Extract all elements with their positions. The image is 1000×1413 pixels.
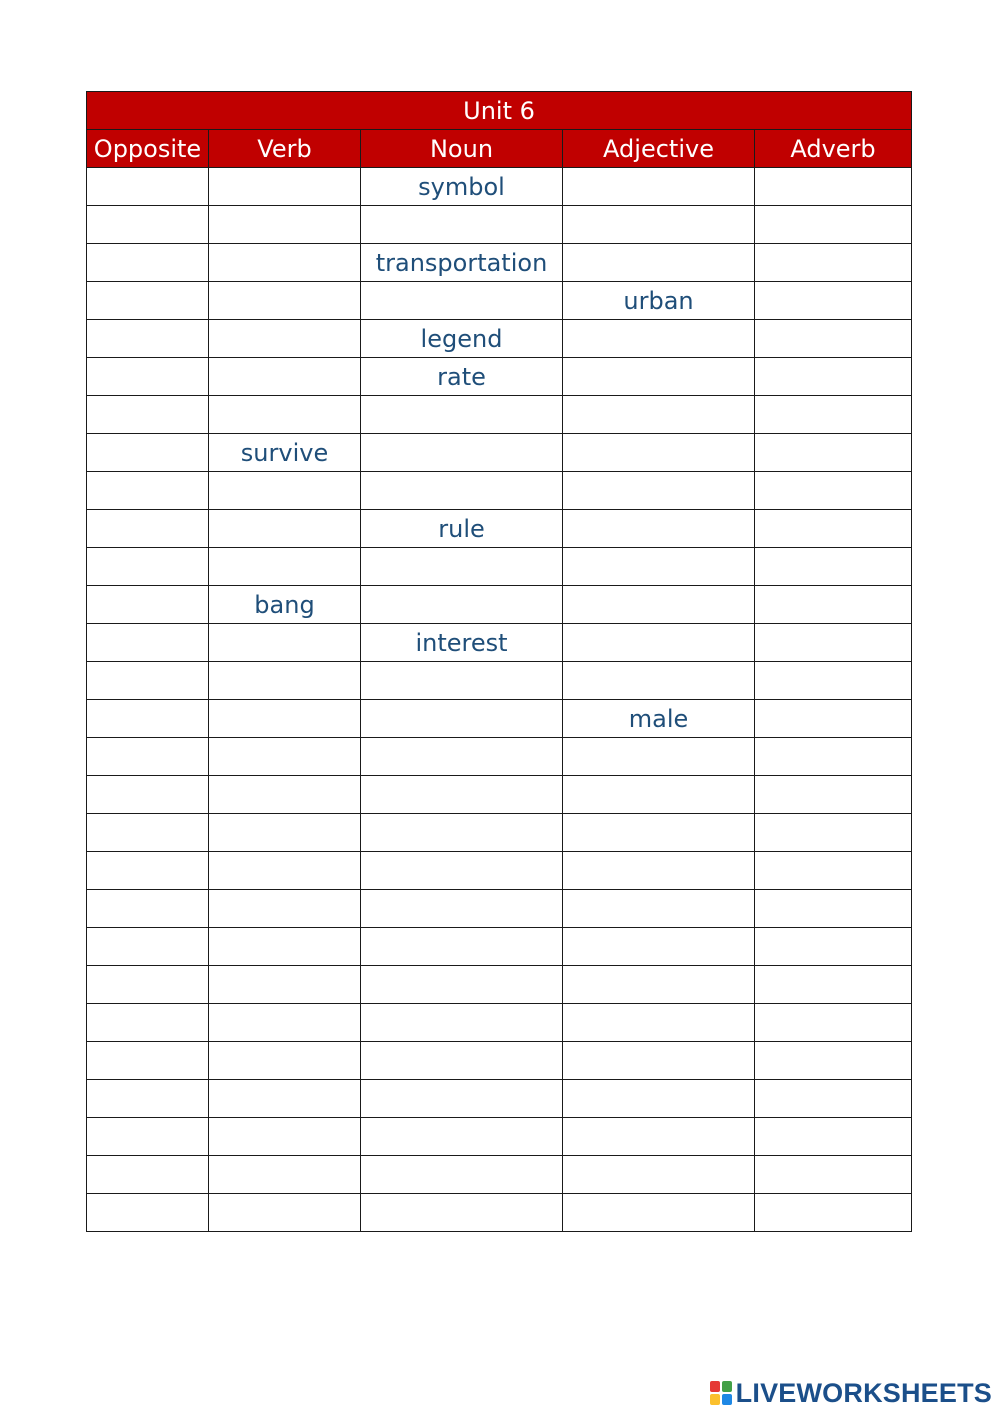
- table-row: [87, 586, 912, 624]
- cell-noun[interactable]: [361, 472, 563, 510]
- cell-opposite[interactable]: [87, 1004, 209, 1042]
- cell-adjective[interactable]: [563, 548, 755, 586]
- cell-adverb[interactable]: [755, 1042, 912, 1080]
- cell-adjective[interactable]: [563, 776, 755, 814]
- cell-opposite[interactable]: [87, 928, 209, 966]
- vocabulary-table: [86, 91, 912, 1232]
- logo-text: LIVEWORKSHEETS: [735, 1377, 992, 1408]
- cell-opposite[interactable]: [87, 282, 209, 320]
- table-row: [87, 168, 912, 206]
- cell-adjective[interactable]: [563, 320, 755, 358]
- table-row: [87, 510, 912, 548]
- cell-adverb[interactable]: [755, 1194, 912, 1232]
- cell-adverb[interactable]: [755, 662, 912, 700]
- cell-adverb[interactable]: [755, 396, 912, 434]
- cell-verb[interactable]: [209, 1118, 361, 1156]
- cell-adverb[interactable]: [755, 814, 912, 852]
- cell-adjective[interactable]: [563, 396, 755, 434]
- cell-opposite[interactable]: [87, 1194, 209, 1232]
- table-row: [87, 624, 912, 662]
- cell-verb[interactable]: [209, 738, 361, 776]
- cell-adjective[interactable]: [563, 586, 755, 624]
- cell-verb[interactable]: [209, 282, 361, 320]
- table-row: [87, 472, 912, 510]
- cell-noun[interactable]: [361, 206, 563, 244]
- cell-noun[interactable]: [361, 586, 563, 624]
- column-header-opposite: Opposite: [87, 130, 209, 168]
- cell-adverb[interactable]: [755, 320, 912, 358]
- cell-adverb[interactable]: [755, 282, 912, 320]
- cell-noun[interactable]: [361, 738, 563, 776]
- cell-verb[interactable]: [209, 852, 361, 890]
- logo-mark-icon: [710, 1381, 732, 1405]
- cell-opposite[interactable]: [87, 396, 209, 434]
- cell-verb[interactable]: [209, 890, 361, 928]
- table-row: [87, 1118, 912, 1156]
- table-row: [87, 662, 912, 700]
- cell-noun: transportation: [361, 244, 563, 282]
- cell-adverb[interactable]: [755, 168, 912, 206]
- cell-adjective[interactable]: [563, 472, 755, 510]
- cell-adverb[interactable]: [755, 890, 912, 928]
- cell-noun[interactable]: [361, 1118, 563, 1156]
- cell-adverb[interactable]: [755, 1156, 912, 1194]
- cell-opposite[interactable]: [87, 966, 209, 1004]
- cell-adverb[interactable]: [755, 244, 912, 282]
- cell-opposite[interactable]: [87, 586, 209, 624]
- table-row: [87, 928, 912, 966]
- cell-adverb[interactable]: [755, 624, 912, 662]
- table-row: [87, 966, 912, 1004]
- table-row: [87, 1004, 912, 1042]
- cell-verb[interactable]: [209, 700, 361, 738]
- cell-noun[interactable]: [361, 662, 563, 700]
- table-row: [87, 890, 912, 928]
- cell-opposite[interactable]: [87, 548, 209, 586]
- cell-adverb[interactable]: [755, 548, 912, 586]
- table-row: [87, 1194, 912, 1232]
- table-row: [87, 1042, 912, 1080]
- cell-opposite[interactable]: [87, 852, 209, 890]
- cell-adjective[interactable]: [563, 1080, 755, 1118]
- cell-verb[interactable]: [209, 358, 361, 396]
- cell-noun[interactable]: [361, 890, 563, 928]
- cell-adverb[interactable]: [755, 510, 912, 548]
- cell-opposite[interactable]: [87, 510, 209, 548]
- cell-opposite[interactable]: [87, 1080, 209, 1118]
- table-row: [87, 244, 912, 282]
- table-row: [87, 852, 912, 890]
- cell-noun[interactable]: [361, 434, 563, 472]
- cell-verb[interactable]: [209, 814, 361, 852]
- cell-adverb[interactable]: [755, 1080, 912, 1118]
- cell-noun: interest: [361, 624, 563, 662]
- cell-adjective[interactable]: [563, 168, 755, 206]
- cell-noun[interactable]: [361, 814, 563, 852]
- cell-noun[interactable]: [361, 1042, 563, 1080]
- cell-verb[interactable]: [209, 244, 361, 282]
- table-row: [87, 1156, 912, 1194]
- cell-adjective[interactable]: [563, 206, 755, 244]
- cell-adverb[interactable]: [755, 206, 912, 244]
- cell-opposite[interactable]: [87, 662, 209, 700]
- table-row: [87, 396, 912, 434]
- table-row: [87, 776, 912, 814]
- cell-adverb[interactable]: [755, 738, 912, 776]
- cell-adverb[interactable]: [755, 928, 912, 966]
- cell-adjective[interactable]: [563, 358, 755, 396]
- logo-square: [722, 1394, 732, 1405]
- title-row: [87, 92, 912, 130]
- cell-verb[interactable]: [209, 320, 361, 358]
- cell-verb[interactable]: [209, 928, 361, 966]
- cell-adjective[interactable]: [563, 1042, 755, 1080]
- cell-noun[interactable]: [361, 776, 563, 814]
- logo-square: [722, 1381, 732, 1392]
- logo-square: [710, 1381, 720, 1392]
- cell-opposite[interactable]: [87, 624, 209, 662]
- cell-verb[interactable]: [209, 624, 361, 662]
- column-header-noun: Noun: [361, 130, 563, 168]
- cell-adjective[interactable]: [563, 624, 755, 662]
- cell-verb[interactable]: [209, 396, 361, 434]
- cell-adjective[interactable]: [563, 434, 755, 472]
- cell-opposite[interactable]: [87, 1042, 209, 1080]
- table-row: [87, 320, 912, 358]
- cell-opposite[interactable]: [87, 244, 209, 282]
- column-header-row: [87, 130, 912, 168]
- cell-adjective[interactable]: [563, 510, 755, 548]
- cell-opposite[interactable]: [87, 434, 209, 472]
- cell-verb[interactable]: [209, 1156, 361, 1194]
- cell-noun[interactable]: [361, 966, 563, 1004]
- cell-verb[interactable]: [209, 776, 361, 814]
- cell-adjective[interactable]: [563, 852, 755, 890]
- cell-noun[interactable]: [361, 852, 563, 890]
- cell-verb[interactable]: [209, 168, 361, 206]
- cell-adjective[interactable]: [563, 1118, 755, 1156]
- cell-verb[interactable]: [209, 510, 361, 548]
- cell-opposite[interactable]: [87, 472, 209, 510]
- cell-adjective[interactable]: [563, 814, 755, 852]
- cell-verb[interactable]: [209, 662, 361, 700]
- cell-noun[interactable]: [361, 700, 563, 738]
- cell-verb[interactable]: [209, 206, 361, 244]
- cell-adjective[interactable]: [563, 738, 755, 776]
- table-row: [87, 282, 912, 320]
- cell-opposite[interactable]: [87, 776, 209, 814]
- liveworksheets-logo: [710, 1378, 992, 1408]
- cell-opposite[interactable]: [87, 206, 209, 244]
- cell-verb: bang: [209, 586, 361, 624]
- cell-opposite[interactable]: [87, 890, 209, 928]
- cell-verb[interactable]: [209, 966, 361, 1004]
- table-row: [87, 738, 912, 776]
- cell-noun[interactable]: [361, 1156, 563, 1194]
- cell-adverb[interactable]: [755, 1118, 912, 1156]
- cell-verb[interactable]: [209, 1194, 361, 1232]
- column-header-verb: Verb: [209, 130, 361, 168]
- cell-verb[interactable]: [209, 1004, 361, 1042]
- cell-opposite[interactable]: [87, 814, 209, 852]
- cell-noun: legend: [361, 320, 563, 358]
- cell-adjective[interactable]: [563, 244, 755, 282]
- cell-noun[interactable]: [361, 396, 563, 434]
- table-body: [87, 168, 912, 1232]
- cell-opposite[interactable]: [87, 320, 209, 358]
- cell-adverb[interactable]: [755, 1004, 912, 1042]
- cell-adverb[interactable]: [755, 434, 912, 472]
- cell-adverb[interactable]: [755, 586, 912, 624]
- cell-opposite[interactable]: [87, 358, 209, 396]
- cell-adjective[interactable]: [563, 1156, 755, 1194]
- cell-verb[interactable]: [209, 1042, 361, 1080]
- column-header-adjective: Adjective: [563, 130, 755, 168]
- cell-noun: rate: [361, 358, 563, 396]
- cell-noun[interactable]: [361, 1194, 563, 1232]
- cell-opposite[interactable]: [87, 1156, 209, 1194]
- cell-adverb[interactable]: [755, 852, 912, 890]
- cell-noun[interactable]: [361, 1004, 563, 1042]
- cell-adjective: urban: [563, 282, 755, 320]
- cell-adjective[interactable]: [563, 1194, 755, 1232]
- cell-adverb[interactable]: [755, 776, 912, 814]
- logo-square: [710, 1394, 720, 1405]
- table-row: [87, 206, 912, 244]
- cell-verb: survive: [209, 434, 361, 472]
- cell-adjective[interactable]: [563, 966, 755, 1004]
- table-title: Unit 6: [87, 92, 912, 130]
- table-row: [87, 434, 912, 472]
- cell-noun: rule: [361, 510, 563, 548]
- cell-adjective[interactable]: [563, 928, 755, 966]
- cell-verb[interactable]: [209, 1080, 361, 1118]
- cell-noun: symbol: [361, 168, 563, 206]
- cell-adverb[interactable]: [755, 472, 912, 510]
- cell-adverb[interactable]: [755, 700, 912, 738]
- table-row: [87, 814, 912, 852]
- cell-adjective: male: [563, 700, 755, 738]
- cell-noun[interactable]: [361, 1080, 563, 1118]
- cell-verb[interactable]: [209, 472, 361, 510]
- table-row: [87, 700, 912, 738]
- cell-opposite[interactable]: [87, 738, 209, 776]
- table-row: [87, 358, 912, 396]
- cell-noun[interactable]: [361, 282, 563, 320]
- cell-adjective[interactable]: [563, 662, 755, 700]
- cell-opposite[interactable]: [87, 1118, 209, 1156]
- cell-noun[interactable]: [361, 928, 563, 966]
- cell-noun[interactable]: [361, 548, 563, 586]
- cell-adjective[interactable]: [563, 1004, 755, 1042]
- cell-adverb[interactable]: [755, 358, 912, 396]
- cell-opposite[interactable]: [87, 700, 209, 738]
- cell-opposite[interactable]: [87, 168, 209, 206]
- table-row: [87, 548, 912, 586]
- table-row: [87, 1080, 912, 1118]
- cell-adjective[interactable]: [563, 890, 755, 928]
- cell-adverb[interactable]: [755, 966, 912, 1004]
- column-header-adverb: Adverb: [755, 130, 912, 168]
- cell-verb[interactable]: [209, 548, 361, 586]
